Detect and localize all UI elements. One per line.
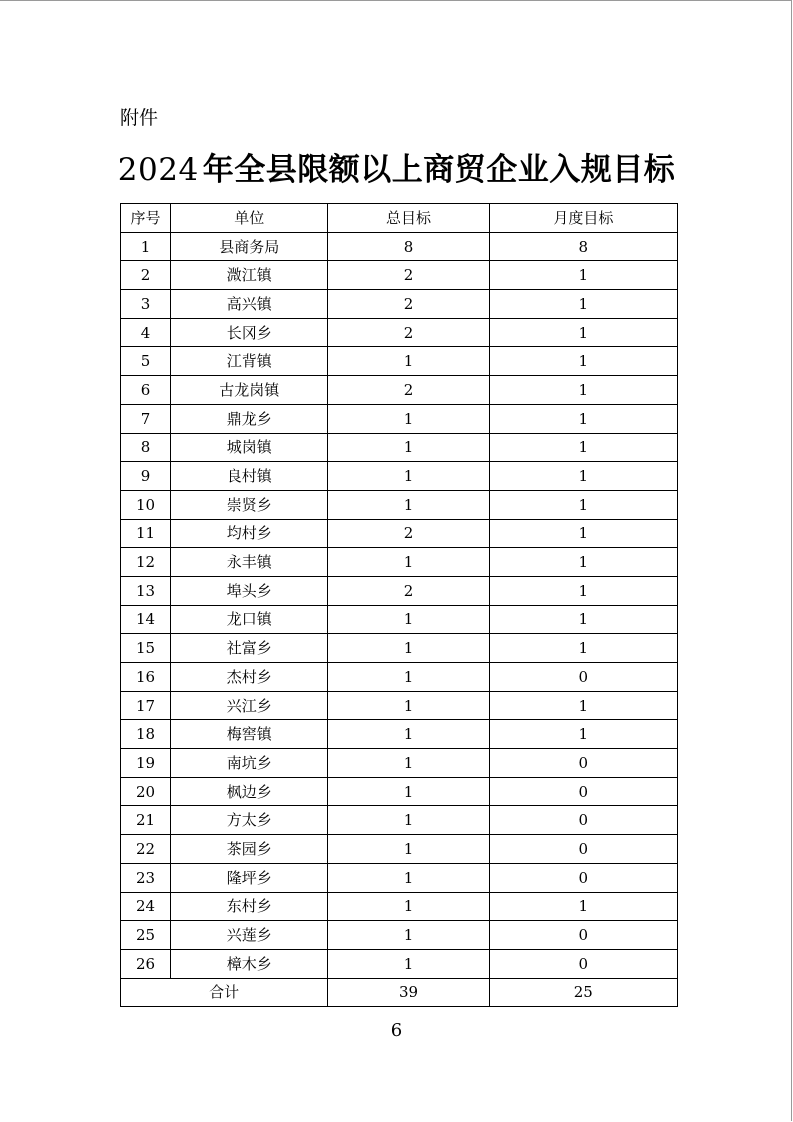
cell-unit: 枫边乡 (171, 777, 328, 806)
cell-monthly: 0 (489, 806, 677, 835)
cell-total: 1 (328, 548, 489, 577)
header-monthly: 月度目标 (489, 204, 677, 233)
cell-total: 1 (328, 863, 489, 892)
cell-unit: 高兴镇 (171, 290, 328, 319)
table-row (121, 404, 678, 433)
cell-no: 23 (121, 863, 171, 892)
table-total-row (121, 978, 678, 1007)
cell-no: 19 (121, 749, 171, 778)
cell-monthly: 1 (489, 634, 677, 663)
cell-no: 12 (121, 548, 171, 577)
cell-unit: 崇贤乡 (171, 490, 328, 519)
cell-total: 1 (328, 605, 489, 634)
cell-monthly: 1 (489, 261, 677, 290)
header-no: 序号 (121, 204, 171, 233)
cell-total: 1 (328, 462, 489, 491)
cell-no: 17 (121, 691, 171, 720)
cell-unit: 龙口镇 (171, 605, 328, 634)
table-row (121, 519, 678, 548)
table-row (121, 749, 678, 778)
title-year: 2024 (117, 152, 199, 188)
cell-no: 8 (121, 433, 171, 462)
cell-no: 21 (121, 806, 171, 835)
target-table (120, 203, 678, 1007)
table-body (121, 232, 678, 978)
cell-monthly: 0 (489, 921, 677, 950)
table-row (121, 605, 678, 634)
cell-unit: 社富乡 (171, 634, 328, 663)
cell-unit: 江背镇 (171, 347, 328, 376)
table-row (121, 863, 678, 892)
table-row (121, 892, 678, 921)
cell-total: 1 (328, 892, 489, 921)
cell-monthly: 1 (489, 404, 677, 433)
cell-no: 18 (121, 720, 171, 749)
cell-no: 6 (121, 376, 171, 405)
attachment-label: 附件 (120, 107, 159, 129)
cell-monthly: 1 (489, 290, 677, 319)
table-row (121, 290, 678, 319)
cell-unit: 方太乡 (171, 806, 328, 835)
cell-monthly: 1 (489, 347, 677, 376)
cell-unit: 县商务局 (171, 232, 328, 261)
cell-no: 5 (121, 347, 171, 376)
cell-total: 2 (328, 318, 489, 347)
cell-no: 24 (121, 892, 171, 921)
table-row (121, 376, 678, 405)
cell-no: 16 (121, 663, 171, 692)
table-row (121, 691, 678, 720)
cell-total: 1 (328, 663, 489, 692)
cell-monthly: 1 (489, 576, 677, 605)
table-row (121, 548, 678, 577)
cell-unit: 城岗镇 (171, 433, 328, 462)
cell-total: 1 (328, 921, 489, 950)
cell-no: 26 (121, 949, 171, 978)
table-row (121, 949, 678, 978)
table-row (121, 462, 678, 491)
cell-total: 1 (328, 490, 489, 519)
cell-monthly: 1 (489, 376, 677, 405)
cell-total: 1 (328, 777, 489, 806)
table-row (121, 835, 678, 864)
cell-monthly: 0 (489, 949, 677, 978)
cell-unit: 兴莲乡 (171, 921, 328, 950)
cell-monthly: 1 (489, 490, 677, 519)
cell-monthly: 1 (489, 548, 677, 577)
cell-monthly: 1 (489, 462, 677, 491)
cell-unit: 均村乡 (171, 519, 328, 548)
cell-no: 4 (121, 318, 171, 347)
cell-no: 20 (121, 777, 171, 806)
cell-total: 1 (328, 433, 489, 462)
table-row (121, 806, 678, 835)
table-row (121, 232, 678, 261)
total-label: 合计 (121, 978, 328, 1007)
cell-total: 1 (328, 404, 489, 433)
cell-no: 14 (121, 605, 171, 634)
table-row (121, 634, 678, 663)
cell-monthly: 0 (489, 835, 677, 864)
header-unit: 单位 (171, 204, 328, 233)
cell-total: 1 (328, 634, 489, 663)
cell-monthly: 0 (489, 663, 677, 692)
cell-no: 11 (121, 519, 171, 548)
cell-unit: 樟木乡 (171, 949, 328, 978)
cell-total: 8 (328, 232, 489, 261)
cell-no: 10 (121, 490, 171, 519)
table-row (121, 261, 678, 290)
cell-unit: 古龙岗镇 (171, 376, 328, 405)
cell-unit: 鼎龙乡 (171, 404, 328, 433)
cell-unit: 南坑乡 (171, 749, 328, 778)
cell-total: 2 (328, 519, 489, 548)
cell-total: 1 (328, 749, 489, 778)
cell-no: 15 (121, 634, 171, 663)
cell-no: 9 (121, 462, 171, 491)
cell-total: 2 (328, 376, 489, 405)
cell-unit: 溦江镇 (171, 261, 328, 290)
cell-total: 2 (328, 290, 489, 319)
cell-monthly: 0 (489, 863, 677, 892)
table-row (121, 720, 678, 749)
cell-no: 13 (121, 576, 171, 605)
cell-total: 1 (328, 949, 489, 978)
table-row (121, 347, 678, 376)
cell-no: 22 (121, 835, 171, 864)
cell-monthly: 1 (489, 720, 677, 749)
table-row (121, 777, 678, 806)
table-row (121, 921, 678, 950)
cell-monthly: 8 (489, 232, 677, 261)
cell-monthly: 0 (489, 749, 677, 778)
cell-no: 7 (121, 404, 171, 433)
cell-monthly: 1 (489, 318, 677, 347)
cell-unit: 隆坪乡 (171, 863, 328, 892)
cell-monthly: 1 (489, 605, 677, 634)
cell-monthly: 1 (489, 433, 677, 462)
header-total: 总目标 (328, 204, 489, 233)
cell-unit: 茶园乡 (171, 835, 328, 864)
page-title (0, 150, 793, 190)
total-sum: 39 (328, 978, 489, 1007)
cell-monthly: 1 (489, 892, 677, 921)
table-row (121, 433, 678, 462)
cell-total: 1 (328, 720, 489, 749)
table-row (121, 576, 678, 605)
cell-no: 2 (121, 261, 171, 290)
cell-unit: 永丰镇 (171, 548, 328, 577)
page-number: 6 (390, 1020, 403, 1041)
table-row (121, 663, 678, 692)
cell-no: 1 (121, 232, 171, 261)
cell-total: 1 (328, 691, 489, 720)
cell-unit: 兴江乡 (171, 691, 328, 720)
cell-monthly: 1 (489, 691, 677, 720)
cell-unit: 杰村乡 (171, 663, 328, 692)
title-text: 年全县限额以上商贸企业入规目标 (202, 152, 676, 188)
cell-unit: 梅窖镇 (171, 720, 328, 749)
cell-monthly: 1 (489, 519, 677, 548)
cell-total: 1 (328, 835, 489, 864)
monthly-sum: 25 (489, 978, 677, 1007)
table-row (121, 490, 678, 519)
table-row (121, 318, 678, 347)
cell-unit: 埠头乡 (171, 576, 328, 605)
table-header-row (121, 204, 678, 233)
cell-unit: 长冈乡 (171, 318, 328, 347)
cell-total: 1 (328, 347, 489, 376)
cell-monthly: 0 (489, 777, 677, 806)
cell-total: 2 (328, 576, 489, 605)
cell-unit: 东村乡 (171, 892, 328, 921)
cell-unit: 良村镇 (171, 462, 328, 491)
cell-no: 25 (121, 921, 171, 950)
cell-total: 2 (328, 261, 489, 290)
cell-no: 3 (121, 290, 171, 319)
cell-total: 1 (328, 806, 489, 835)
